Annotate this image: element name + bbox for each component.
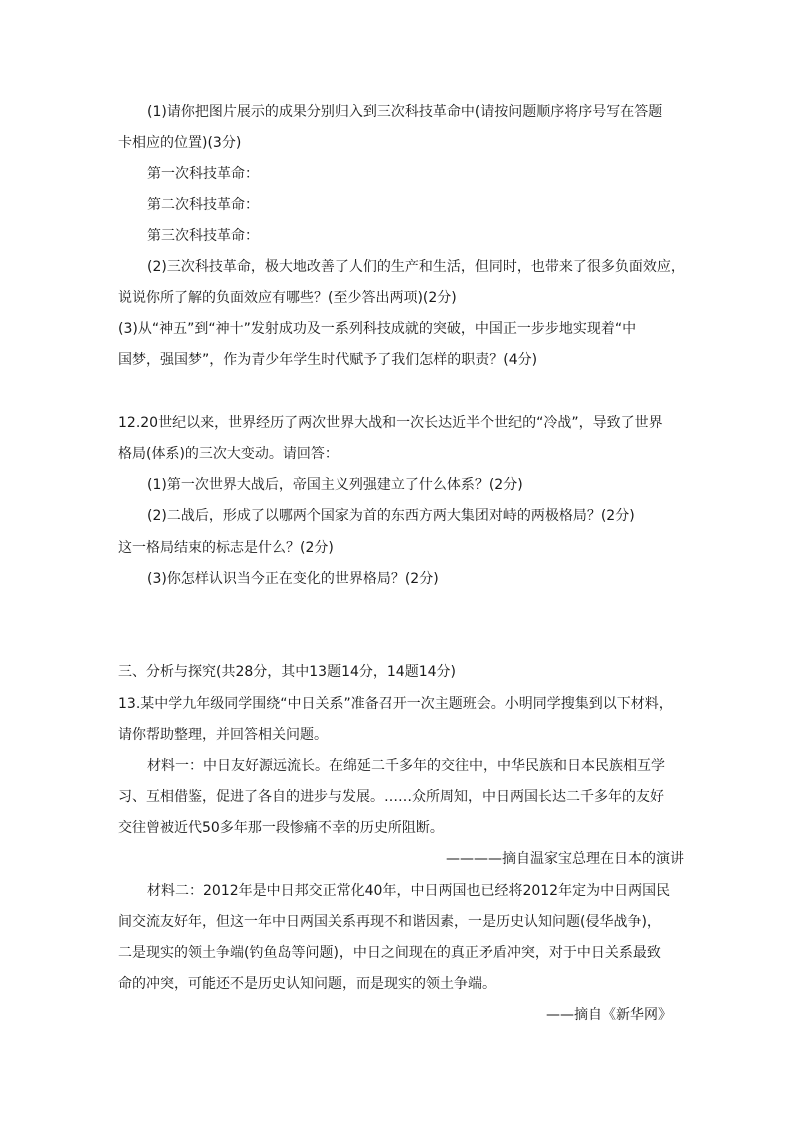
q12-part3: (3)你怎样认识当今正在变化的世界格局？(2分) <box>147 571 439 587</box>
q11-second-revolution-label: 第二次科技革命： <box>147 197 259 213</box>
q11-part2-line2: 说说你所了解的负面效应有哪些？(至少答出两项)(2分) <box>118 290 457 306</box>
q13-stem-line1: 13.某中学九年级同学围绕“中日关系”准备召开一次主题班会。小明同学搜集到以下材料， <box>118 696 673 712</box>
q13-material2-line1: 材料二：2012年是中日邦交正常化40年，中日两国也已经将2012年定为中日两国民 <box>147 883 671 899</box>
q13-material1-line3: 交往曾被近代50多年那一段惨痛不幸的历史所阻断。 <box>118 820 444 836</box>
q11-part3-line2: 国梦，强国梦”，作为青少年学生时代赋予了我们怎样的职责？(4分) <box>118 352 538 368</box>
q13-material2-line3: 二是现实的领土争端(钓鱼岛等问题)，中日之间现在的真正矛盾冲突，对于中日关系最致 <box>118 945 661 961</box>
q12-stem-line2: 格局(体系)的三次大变动。请回答： <box>118 446 339 462</box>
q11-part1-line2: 卡相应的位置)(3分) <box>118 135 242 151</box>
section3-heading: 三、分析与探究(共28分，其中13题14分，14题14分) <box>118 664 456 680</box>
q13-material1-line2: 习、互相借鉴，促进了各自的进步与发展。……众所周知，中日两国长达二千多年的友好 <box>118 789 664 805</box>
q12-part2-line1: (2)二战后，形成了以哪两个国家为首的东西方两大集团对峙的两极格局？(2分) <box>147 508 635 524</box>
q13-material1-line1: 材料一：中日友好源远流长。在绵延二千多年的交往中，中华民族和日本民族相互学 <box>147 758 665 774</box>
q13-material2-line4: 命的冲突，可能还不是历史认知问题，而是现实的领土争端。 <box>118 976 496 992</box>
q11-part3-line1: (3)从“神五”到“神十”发射成功及一系列科技成就的突破，中国正一步步地实现着“中 <box>118 321 637 337</box>
q11-part1-line1: (1)请你把图片展示的成果分别归入到三次科技革命中(请按问题顺序将序号写在答题 <box>147 104 663 120</box>
q12-stem-line1: 12.20世纪以来，世界经历了两次世界大战和一次长达近半个世纪的“冷战”，导致了世界 <box>118 415 663 431</box>
q13-material1-source: ————摘自温家宝总理在日本的演讲 <box>446 851 684 867</box>
q11-third-revolution-label: 第三次科技革命： <box>147 228 259 244</box>
q12-part1: (1)第一次世界大战后，帝国主义列强建立了什么体系？(2分) <box>147 477 523 493</box>
q12-part2-line2: 这一格局结束的标志是什么？(2分) <box>118 540 334 556</box>
q11-part2-line1: (2)三次科技革命，极大地改善了人们的生产和生活，但同时，也带来了很多负面效应， <box>147 259 685 275</box>
q13-stem-line2: 请你帮助整理，并回答相关问题。 <box>118 727 328 743</box>
q13-material2-line2: 间交流友好年，但这一年中日两国关系再现不和谐因素，一是历史认知问题(侵华战争)， <box>118 914 661 930</box>
q11-first-revolution-label: 第一次科技革命： <box>147 166 259 182</box>
q13-material2-source: ——摘自《新华网》 <box>546 1007 672 1023</box>
